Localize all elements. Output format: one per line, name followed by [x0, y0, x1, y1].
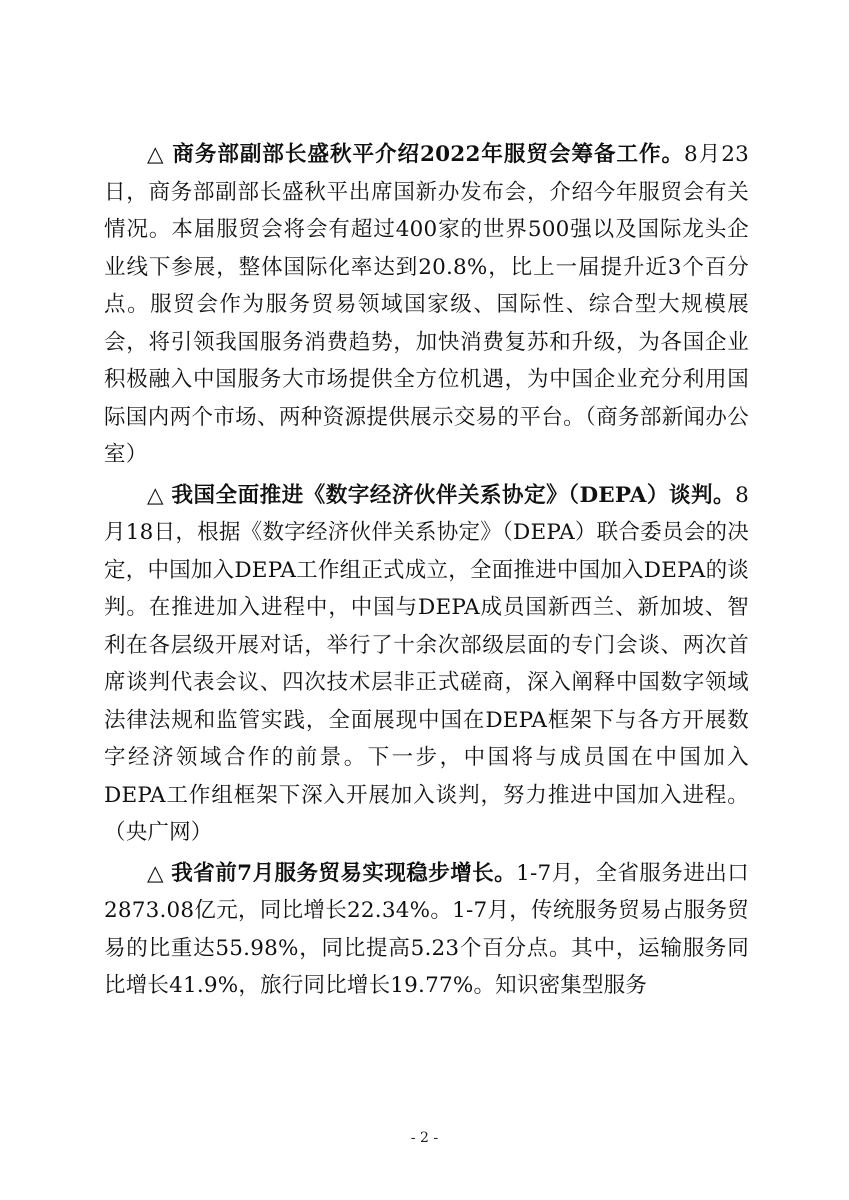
- news-title: 商务部副部长盛秋平介绍2022年服贸会筹备工作。: [172, 142, 685, 167]
- news-marker: △: [147, 482, 165, 508]
- news-body: 8月23日，商务部副部长盛秋平出席国新办发布会，介绍今年服贸会有关情况。本届服贸会将会有超过400家的世界500强以及国际龙头企业线下参展，整体国际化率达到20.8%，比上一届提升近3个百分点。服贸会作为服务贸易领域国家级、国际性、综合型大规模展会，将引领我国服务消费趋势，加快消费复苏和升级，为各国企业积极融入中国服务大市场提供全方位机遇，为中国企业充分利用国际国内两个市场、两种资源提供展示交易的平台。（商务部新闻办公室）: [104, 142, 749, 467]
- news-body: 1-7月，全省服务进出口2873.08亿元，同比增长22.34%。1-7月，传统服务贸易占服务贸易的比重达55.98%，同比提高5.23个百分点。其中，运输服务同比增长41.9%，旅行同比增长19.77%。知识密集型服务: [104, 860, 749, 998]
- news-item: [104, 136, 749, 474]
- news-title: 我省前7月服务贸易实现稳步增长。: [171, 860, 517, 886]
- news-marker: △: [147, 142, 165, 167]
- page-number: - 2 -: [410, 1130, 439, 1146]
- news-item: [104, 477, 749, 852]
- news-body: 8月18日，根据《数字经济伙伴关系协定》（DEPA）联合委员会的决定，中国加入DEPA工作组正式成立，全面推进中国加入DEPA的谈判。在推进加入进程中，中国与DEPA成员国新西兰、新加坡、智利在各层级开展对话，举行了十余次部级层面的专门会谈、两次首席谈判代表会议、四次技术层非正式磋商，深入阐释中国数字领域法律法规和监管实践，全面展现中国在DEPA框架下与各方开展数字经济领域合作的前景。下一步，中国将与成员国在中国加入DEPA工作组框架下深入开展加入谈判，努力推进中国加入进程。（央广网）: [104, 482, 749, 845]
- news-item: [104, 855, 749, 1005]
- news-title: 我国全面推进《数字经济伙伴关系协定》（DEPA）谈判。: [171, 482, 736, 508]
- document-body: [104, 136, 749, 1005]
- news-marker: △: [147, 860, 164, 886]
